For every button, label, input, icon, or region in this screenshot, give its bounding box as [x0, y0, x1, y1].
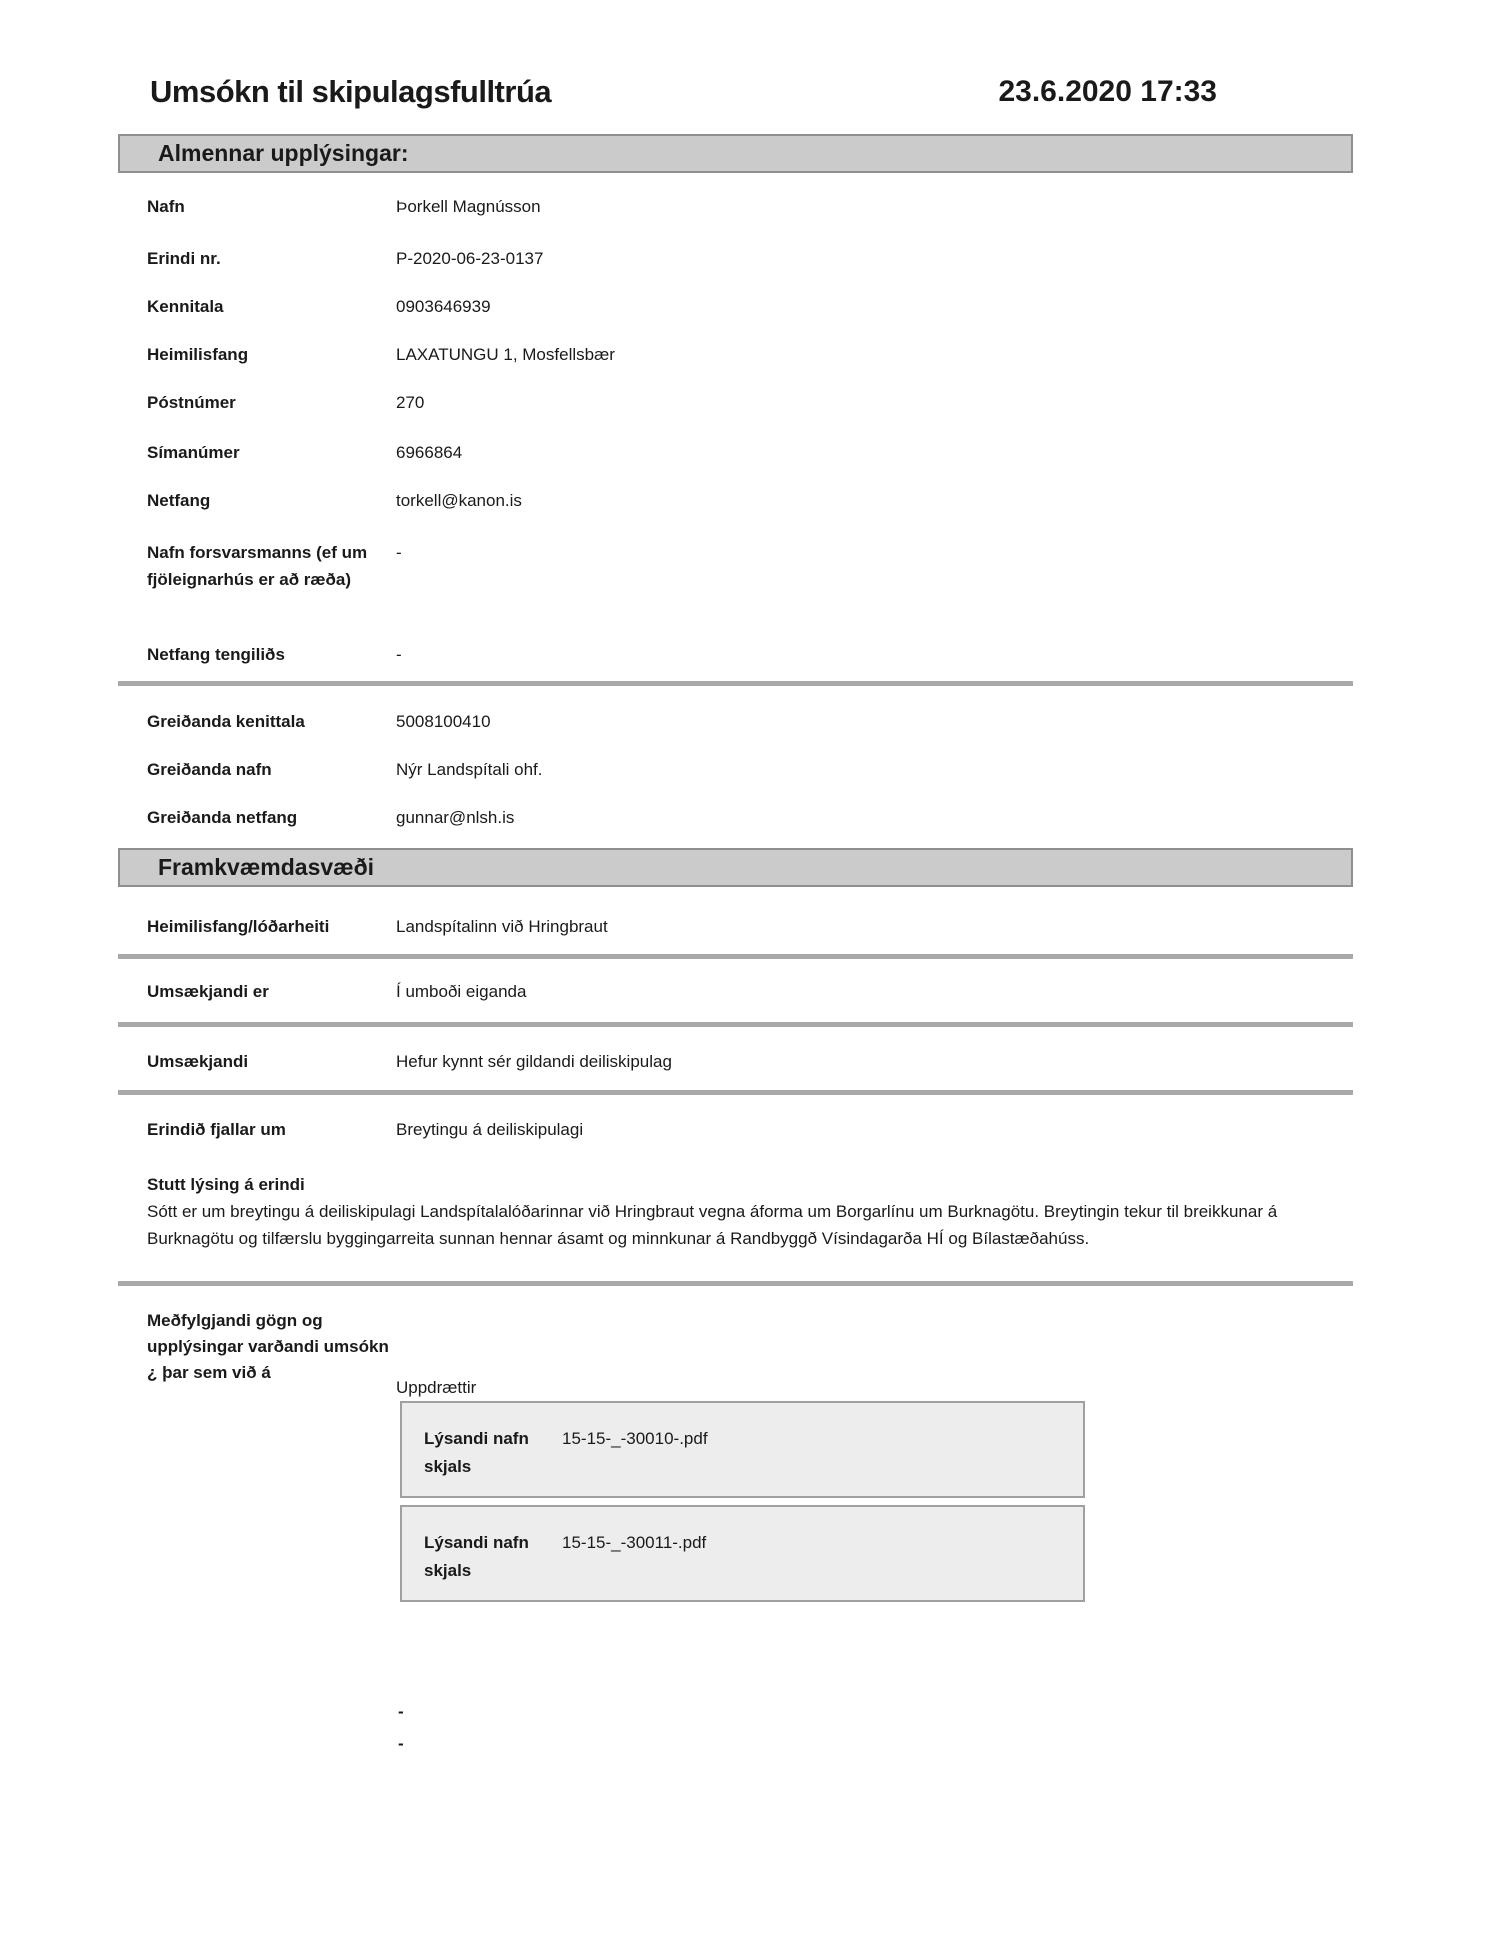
divider [118, 681, 1353, 686]
field-row [147, 293, 1353, 320]
field-value: 6966864 [396, 443, 463, 462]
field-value: 270 [396, 393, 425, 412]
field-label: Erindi nr. [147, 249, 221, 268]
field-value: gunnar@nlsh.is [396, 808, 515, 827]
field-row [147, 1048, 1353, 1075]
field-row [147, 1116, 1353, 1143]
field-row [147, 439, 1353, 466]
field-label: Kennitala [147, 297, 224, 316]
field-label: Símanúmer [147, 443, 240, 462]
section-heading-text: Almennar upplýsingar: [158, 140, 409, 166]
field-row [147, 341, 1353, 368]
field-label: Heimilisfang [147, 345, 249, 364]
field-row [147, 913, 1353, 940]
field-value: Þorkell Magnússon [396, 197, 541, 216]
field-label: Greiðanda nafn [147, 760, 272, 779]
file-card-filename: 15-15-_-30010-.pdf [562, 1429, 708, 1448]
field-label: Nafn forsvarsmanns (ef um fjöleignarhús er að ræða) [147, 543, 368, 589]
divider [118, 954, 1353, 959]
field-row [147, 641, 1353, 668]
file-card-filename: 15-15-_-30011-.pdf [562, 1533, 707, 1552]
field-value: Hefur kynnt sér gildandi deiliskipulag [396, 1052, 672, 1071]
file-card-label: Lýsandi nafn skjals [424, 1429, 529, 1476]
field-value: Landspítalinn við Hringbraut [396, 917, 608, 936]
field-label: Greiðanda netfang [147, 808, 298, 827]
field-row [147, 804, 1353, 831]
field-value: Í umboði eiganda [396, 982, 527, 1001]
field-label: Umsækjandi er [147, 982, 269, 1001]
field-label: Erindið fjallar um [147, 1120, 286, 1139]
field-row [147, 539, 1353, 593]
field-label: Greiðanda kenittala [147, 712, 305, 731]
field-value: 0903646939 [396, 297, 491, 316]
section-header-project-area [118, 848, 1353, 887]
field-value: Nýr Landspítali ohf. [396, 760, 543, 779]
file-card [400, 1401, 1085, 1498]
attachments-group-label: Uppdrættir [396, 1378, 477, 1397]
attachments-label: Meðfylgjandi gögn og upplýsingar varðandi umsókn ¿ þar sem við á [147, 1311, 389, 1382]
empty-value: - [398, 1734, 404, 1753]
section-heading-text: Framkvæmdasvæði [158, 854, 375, 880]
field-label: Heimilisfang/lóðarheiti [147, 917, 330, 936]
field-value: torkell@kanon.is [396, 491, 522, 510]
field-value: Breytingu á deiliskipulagi [396, 1120, 584, 1139]
field-label: Nafn [147, 197, 185, 216]
field-label: Póstnúmer [147, 393, 236, 412]
field-row [147, 978, 1353, 1005]
file-card-label: Lýsandi nafn skjals [424, 1533, 529, 1580]
field-value: 5008100410 [396, 712, 491, 731]
field-value: P-2020-06-23-0137 [396, 249, 544, 268]
field-row [147, 245, 1353, 272]
section-header-general [118, 134, 1353, 173]
file-card [400, 1505, 1085, 1602]
page-title: Umsókn til skipulagsfulltrúa [150, 74, 552, 109]
field-row [147, 193, 1353, 220]
empty-value: - [398, 1702, 404, 1721]
field-row [147, 708, 1353, 735]
divider [118, 1281, 1353, 1286]
description-text: Sótt er um breytingu á deiliskipulagi Landspítalalóðarinnar við Hringbraut vegna áforma um Borgarlínu um Burknagötu. Breytingin tekur til breikkunar á Burknagötu og tilfærslu byggingarreita sunnan hennar ásamt og minnkunar á Randbyggð Vísindagarða HÍ og Bílastæðahúss. [147, 1202, 1278, 1248]
field-row [147, 756, 1353, 783]
timestamp: 23.6.2020 17:33 [998, 75, 1217, 108]
field-value: LAXATUNGU 1, Mosfellsbær [396, 345, 615, 364]
divider [118, 1022, 1353, 1027]
field-label: Umsækjandi [147, 1052, 249, 1071]
description-label: Stutt lýsing á erindi [147, 1175, 305, 1194]
field-row [147, 487, 1353, 514]
field-label: Netfang [147, 491, 211, 510]
field-value: - [396, 645, 402, 664]
field-row [147, 389, 1353, 416]
field-value: - [396, 543, 402, 562]
field-label: Netfang tengiliðs [147, 645, 285, 664]
divider [118, 1090, 1353, 1095]
